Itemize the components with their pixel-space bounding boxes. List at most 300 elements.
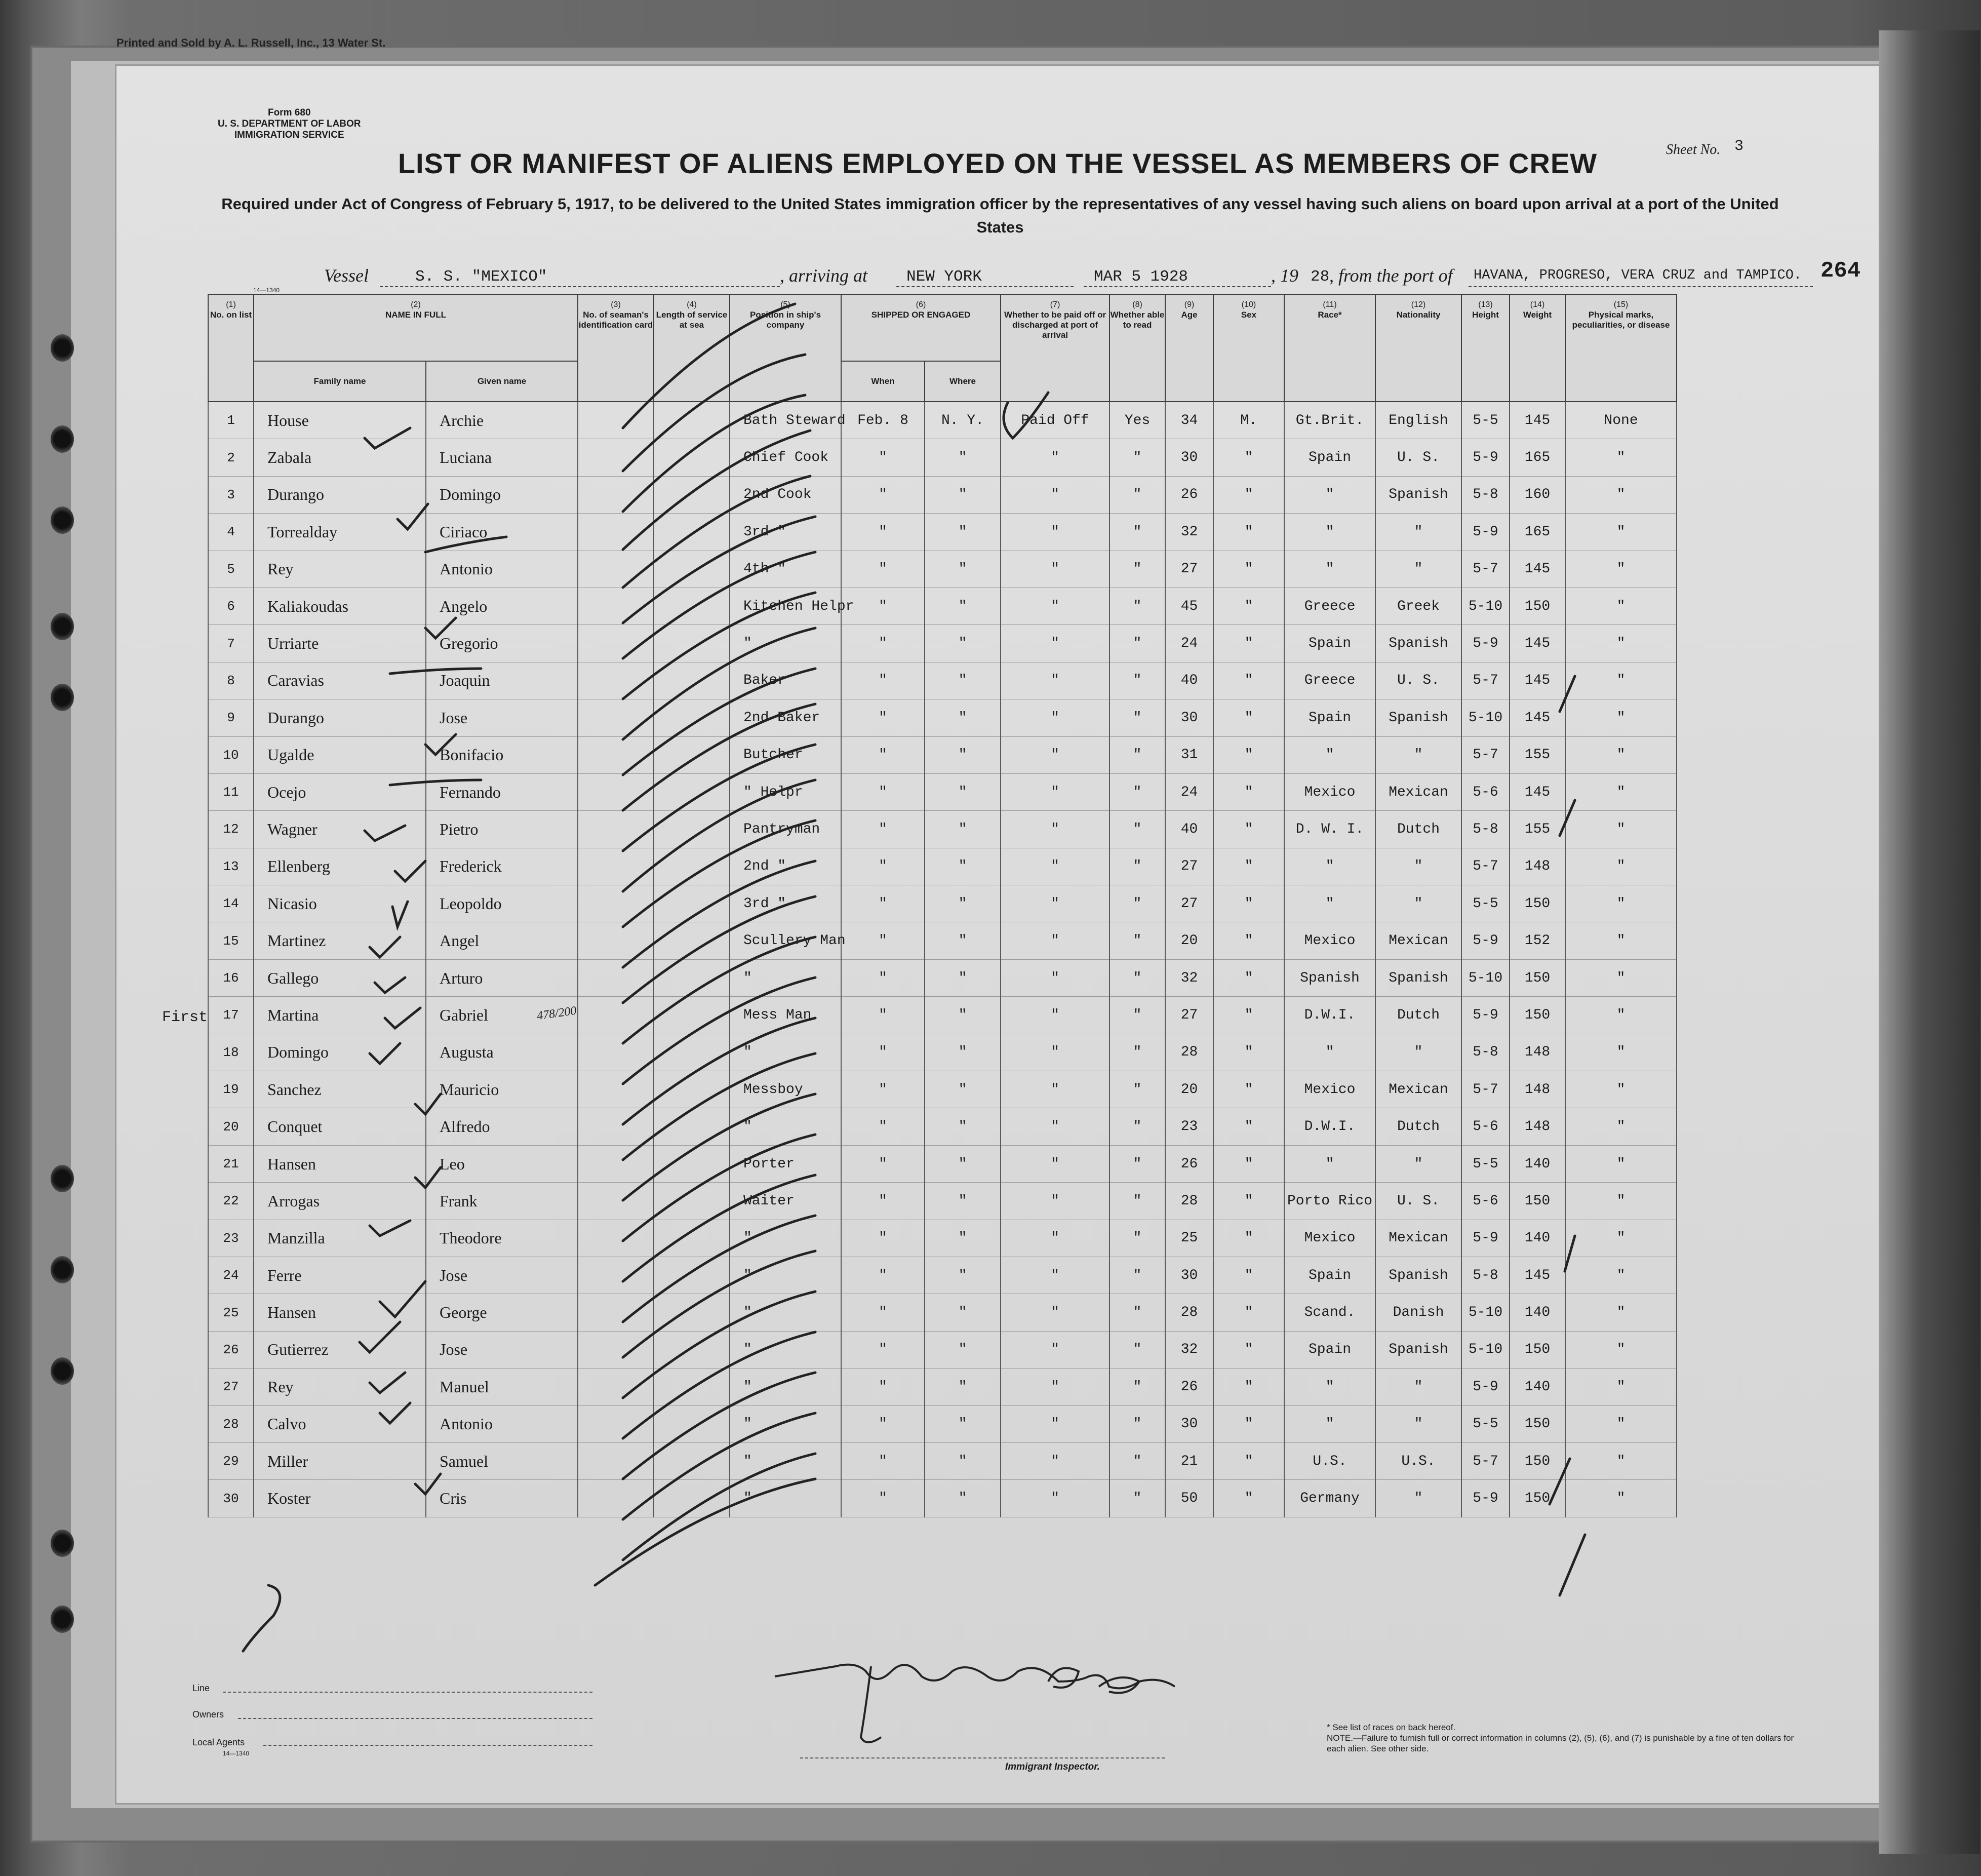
table-row — [208, 997, 1677, 1034]
age-cell: 30 — [1165, 439, 1213, 476]
age-cell: 24 — [1165, 625, 1213, 662]
sex-cell: " — [1213, 997, 1284, 1034]
paid-off-cell: " — [1001, 811, 1110, 848]
row-number-cell: 21 — [208, 1145, 254, 1182]
age-cell: 26 — [1165, 1145, 1213, 1182]
sex-cell: " — [1213, 811, 1284, 848]
manifest-sheet — [116, 66, 1879, 1803]
shipped-when-cell: " — [841, 1108, 925, 1145]
height-cell: 5-5 — [1461, 885, 1510, 922]
paid-off-cell: " — [1001, 959, 1110, 996]
nationality-cell: Spanish — [1375, 1257, 1461, 1294]
race-cell: U.S. — [1284, 1442, 1375, 1479]
shipped-when-cell: " — [841, 1331, 925, 1368]
footer-owners-label: Owners — [192, 1709, 224, 1719]
weight-cell: 148 — [1510, 1108, 1565, 1145]
able-to-read-cell: " — [1110, 811, 1165, 848]
given-name-cell: Frederick — [426, 848, 578, 885]
family-name-cell: Kaliakoudas — [254, 588, 426, 624]
sex-cell: " — [1213, 736, 1284, 773]
id-card-cell — [578, 1071, 654, 1108]
weight-cell: 150 — [1510, 1183, 1565, 1220]
physical-marks-cell: " — [1565, 922, 1677, 959]
paid-off-cell: " — [1001, 439, 1110, 476]
sex-cell: M. — [1213, 402, 1284, 439]
shipped-where-cell: " — [925, 1034, 1001, 1071]
weight-cell: 155 — [1510, 811, 1565, 848]
binder-hole — [51, 613, 74, 640]
shipped-when-cell: " — [841, 997, 925, 1034]
given-name-cell: Joaquin — [426, 662, 578, 699]
physical-marks-cell: " — [1565, 773, 1677, 810]
row-number-cell: 4 — [208, 514, 254, 551]
age-cell: 20 — [1165, 922, 1213, 959]
able-to-read-cell: " — [1110, 1405, 1165, 1442]
binder-hole — [51, 1530, 74, 1557]
height-cell: 5-6 — [1461, 1183, 1510, 1220]
length-of-service-cell — [654, 997, 730, 1034]
shipped-where-cell: " — [925, 1442, 1001, 1479]
table-row — [208, 1405, 1677, 1442]
given-name-cell: Theodore — [426, 1220, 578, 1257]
given-name-cell: Cris — [426, 1480, 578, 1517]
physical-marks-cell: " — [1565, 1220, 1677, 1257]
row-number-cell: 15 — [208, 922, 254, 959]
sex-cell: " — [1213, 1034, 1284, 1071]
height-cell: 5-7 — [1461, 662, 1510, 699]
binder-hole — [51, 425, 74, 453]
nationality-cell: U. S. — [1375, 662, 1461, 699]
sex-cell: " — [1213, 514, 1284, 551]
table-row — [208, 1480, 1677, 1517]
given-name-cell: Jose — [426, 1257, 578, 1294]
paid-off-cell: " — [1001, 1220, 1110, 1257]
height-cell: 5-6 — [1461, 773, 1510, 810]
sex-cell: " — [1213, 1220, 1284, 1257]
shipped-where-cell: N. Y. — [925, 402, 1001, 439]
shipped-when-cell: " — [841, 625, 925, 662]
row-number-cell: 20 — [208, 1108, 254, 1145]
sheet-no-label: Sheet No. — [1666, 142, 1721, 158]
header-length-of-service: (4) Length of service at sea — [654, 294, 730, 402]
row-number-cell: 25 — [208, 1294, 254, 1331]
paid-off-cell: " — [1001, 551, 1110, 588]
footer-agents-rule — [263, 1745, 592, 1746]
weight-cell: 150 — [1510, 885, 1565, 922]
shipped-when-cell: " — [841, 551, 925, 588]
sex-cell: " — [1213, 1331, 1284, 1368]
sex-cell: " — [1213, 1145, 1284, 1182]
given-name-cell: Bonifacio — [426, 736, 578, 773]
length-of-service-cell — [654, 514, 730, 551]
table-row — [208, 1034, 1677, 1071]
physical-marks-cell: " — [1565, 885, 1677, 922]
shipped-where-cell: " — [925, 1108, 1001, 1145]
height-cell: 5-7 — [1461, 736, 1510, 773]
shipped-where-cell: " — [925, 1294, 1001, 1331]
service: IMMIGRATION SERVICE — [234, 130, 344, 140]
id-card-cell — [578, 997, 654, 1034]
shipped-where-cell: " — [925, 1331, 1001, 1368]
height-cell: 5-7 — [1461, 1071, 1510, 1108]
shipped-where-cell: " — [925, 1405, 1001, 1442]
weight-cell: 150 — [1510, 997, 1565, 1034]
position-cell: 4th " — [730, 551, 841, 588]
able-to-read-cell: " — [1110, 1442, 1165, 1479]
race-cell: D. W. I. — [1284, 811, 1375, 848]
nationality-cell: English — [1375, 402, 1461, 439]
row-number-cell: 24 — [208, 1257, 254, 1294]
race-cell: Spain — [1284, 699, 1375, 736]
table-row — [208, 885, 1677, 922]
date-underline — [1084, 286, 1271, 287]
year-prefix: , 19 — [1271, 265, 1298, 286]
physical-marks-cell: " — [1565, 588, 1677, 624]
right-edge-shadow — [1879, 30, 1980, 1854]
paid-off-cell: " — [1001, 662, 1110, 699]
header-shipped-or-engaged: (6) SHIPPED OR ENGAGED — [841, 294, 1001, 361]
from-port: HAVANA, PROGRESO, VERA CRUZ and TAMPICO. — [1474, 268, 1802, 283]
nationality-cell: Mexican — [1375, 773, 1461, 810]
weight-cell: 140 — [1510, 1369, 1565, 1405]
position-cell: Waiter — [730, 1183, 841, 1220]
position-cell: " — [730, 1405, 841, 1442]
table-row — [208, 959, 1677, 996]
family-name-cell: Gutierrez — [254, 1331, 426, 1368]
sex-cell: " — [1213, 1369, 1284, 1405]
physical-marks-cell: " — [1565, 1257, 1677, 1294]
able-to-read-cell: " — [1110, 1369, 1165, 1405]
sex-cell: " — [1213, 625, 1284, 662]
given-name-cell: Mauricio — [426, 1071, 578, 1108]
id-card-cell — [578, 1183, 654, 1220]
shipped-where-cell: " — [925, 997, 1001, 1034]
position-cell: Scullery Man — [730, 922, 841, 959]
race-cell: D.W.I. — [1284, 1108, 1375, 1145]
weight-cell: 165 — [1510, 439, 1565, 476]
id-card-cell — [578, 736, 654, 773]
physical-marks-cell: " — [1565, 848, 1677, 885]
able-to-read-cell: " — [1110, 662, 1165, 699]
age-cell: 40 — [1165, 662, 1213, 699]
family-name-cell: Rey — [254, 1369, 426, 1405]
table-row — [208, 811, 1677, 848]
able-to-read-cell: " — [1110, 439, 1165, 476]
age-cell: 27 — [1165, 551, 1213, 588]
nationality-cell: Spanish — [1375, 625, 1461, 662]
row-number-cell: 28 — [208, 1405, 254, 1442]
row-number-cell: 12 — [208, 811, 254, 848]
id-card-cell — [578, 551, 654, 588]
shipped-when-cell: " — [841, 662, 925, 699]
sex-cell: " — [1213, 1071, 1284, 1108]
row-number-cell: 29 — [208, 1442, 254, 1479]
id-card-cell — [578, 848, 654, 885]
paid-off-cell: " — [1001, 1071, 1110, 1108]
nationality-cell: " — [1375, 1369, 1461, 1405]
able-to-read-cell: " — [1110, 1257, 1165, 1294]
signature — [765, 1646, 1220, 1747]
nationality-cell: Greek — [1375, 588, 1461, 624]
height-cell: 5-9 — [1461, 625, 1510, 662]
family-name-cell: Ellenberg — [254, 848, 426, 885]
able-to-read-cell: " — [1110, 1480, 1165, 1517]
given-name-cell: Arturo — [426, 959, 578, 996]
position-cell: Butcher — [730, 736, 841, 773]
given-name-cell: George — [426, 1294, 578, 1331]
sex-cell: " — [1213, 662, 1284, 699]
table-row — [208, 439, 1677, 476]
row-number-cell: 11 — [208, 773, 254, 810]
header-race: (11) Race* — [1284, 294, 1375, 402]
paid-off-cell: " — [1001, 1442, 1110, 1479]
shipped-when-cell: " — [841, 811, 925, 848]
id-card-cell — [578, 1442, 654, 1479]
family-name-cell: Hansen — [254, 1294, 426, 1331]
weight-cell: 160 — [1510, 476, 1565, 513]
weight-cell: 150 — [1510, 588, 1565, 624]
shipped-when-cell: " — [841, 1480, 925, 1517]
nationality-cell: U. S. — [1375, 439, 1461, 476]
paid-off-cell: " — [1001, 1257, 1110, 1294]
id-card-cell — [578, 1034, 654, 1071]
family-name-cell: Miller — [254, 1442, 426, 1479]
length-of-service-cell — [654, 1331, 730, 1368]
shipped-where-cell: " — [925, 588, 1001, 624]
position-cell: " — [730, 1108, 841, 1145]
binder-hole — [51, 334, 74, 362]
age-cell: 28 — [1165, 1294, 1213, 1331]
position-cell: " — [730, 1220, 841, 1257]
height-cell: 5-7 — [1461, 848, 1510, 885]
nationality-cell: " — [1375, 885, 1461, 922]
sex-cell: " — [1213, 1442, 1284, 1479]
row-number-cell: 2 — [208, 439, 254, 476]
physical-marks-cell: " — [1565, 551, 1677, 588]
header-no-on-list: (1) No. on list — [208, 294, 254, 402]
id-card-cell — [578, 922, 654, 959]
sex-cell: " — [1213, 1480, 1284, 1517]
height-cell: 5-9 — [1461, 1480, 1510, 1517]
weight-cell: 145 — [1510, 402, 1565, 439]
race-cell: " — [1284, 1369, 1375, 1405]
position-cell: " — [730, 1480, 841, 1517]
shipped-when-cell: " — [841, 1145, 925, 1182]
shipped-when-cell: " — [841, 1442, 925, 1479]
form-id — [218, 107, 361, 141]
crew-manifest-table — [208, 294, 1677, 1517]
race-cell: " — [1284, 736, 1375, 773]
physical-marks-cell: " — [1565, 1405, 1677, 1442]
given-name-cell: Alfredo — [426, 1108, 578, 1145]
position-cell: " — [730, 1034, 841, 1071]
shipped-where-cell: " — [925, 662, 1001, 699]
age-cell: 28 — [1165, 1034, 1213, 1071]
given-name-cell: Pietro — [426, 811, 578, 848]
race-cell: Scand. — [1284, 1294, 1375, 1331]
paid-off-cell: " — [1001, 1480, 1110, 1517]
family-name-cell: Urriarte — [254, 625, 426, 662]
race-cell: Spanish — [1284, 959, 1375, 996]
nationality-cell: U.S. — [1375, 1442, 1461, 1479]
shipped-when-cell: " — [841, 1220, 925, 1257]
sheet-no-value: 3 — [1734, 138, 1744, 155]
table-row — [208, 1442, 1677, 1479]
id-card-cell — [578, 662, 654, 699]
weight-cell: 145 — [1510, 1257, 1565, 1294]
height-cell: 5-9 — [1461, 1220, 1510, 1257]
age-cell: 30 — [1165, 1257, 1213, 1294]
given-name-cell: Gregorio — [426, 625, 578, 662]
position-cell: Porter — [730, 1145, 841, 1182]
id-card-cell — [578, 885, 654, 922]
able-to-read-cell: " — [1110, 588, 1165, 624]
height-cell: 5-8 — [1461, 811, 1510, 848]
id-card-cell — [578, 1145, 654, 1182]
length-of-service-cell — [654, 402, 730, 439]
weight-cell: 150 — [1510, 1442, 1565, 1479]
race-cell: Spain — [1284, 625, 1375, 662]
id-card-cell — [578, 1108, 654, 1145]
paid-off-cell: " — [1001, 1183, 1110, 1220]
given-name-cell: Leo — [426, 1145, 578, 1182]
height-cell: 5-10 — [1461, 1331, 1510, 1368]
height-cell: 5-7 — [1461, 1442, 1510, 1479]
table-row — [208, 736, 1677, 773]
able-to-read-cell: " — [1110, 1294, 1165, 1331]
able-to-read-cell: " — [1110, 885, 1165, 922]
age-cell: 26 — [1165, 1369, 1213, 1405]
race-cell: " — [1284, 885, 1375, 922]
height-cell: 5-7 — [1461, 551, 1510, 588]
physical-marks-cell: " — [1565, 1369, 1677, 1405]
length-of-service-cell — [654, 773, 730, 810]
department: U. S. DEPARTMENT OF LABOR — [218, 119, 361, 129]
nationality-cell: Dutch — [1375, 997, 1461, 1034]
shipped-when-cell: " — [841, 885, 925, 922]
nationality-cell: " — [1375, 736, 1461, 773]
paid-off-cell: " — [1001, 848, 1110, 885]
length-of-service-cell — [654, 1034, 730, 1071]
position-cell: 2nd " — [730, 848, 841, 885]
page-title: LIST OR MANIFEST OF ALIENS EMPLOYED ON THE VESSEL AS MEMBERS OF CREW — [398, 147, 1598, 179]
paid-off-cell: " — [1001, 773, 1110, 810]
row-number-cell: 8 — [208, 662, 254, 699]
height-cell: 5-10 — [1461, 959, 1510, 996]
length-of-service-cell — [654, 848, 730, 885]
shipped-where-cell: " — [925, 922, 1001, 959]
weight-cell: 165 — [1510, 514, 1565, 551]
length-of-service-cell — [654, 1145, 730, 1182]
paid-off-cell: " — [1001, 1108, 1110, 1145]
race-cell: Greece — [1284, 588, 1375, 624]
race-cell: Porto Rico — [1284, 1183, 1375, 1220]
sex-cell: " — [1213, 1294, 1284, 1331]
table-row — [208, 922, 1677, 959]
family-name-cell: Zabala — [254, 439, 426, 476]
given-name-cell: Frank — [426, 1183, 578, 1220]
family-name-cell: Hansen — [254, 1145, 426, 1182]
form-code: 14—1340 — [253, 287, 280, 294]
height-cell: 5-9 — [1461, 1369, 1510, 1405]
id-card-cell — [578, 439, 654, 476]
shipped-where-cell: " — [925, 1257, 1001, 1294]
vessel-line — [116, 261, 1879, 291]
physical-marks-cell: " — [1565, 514, 1677, 551]
weight-cell: 148 — [1510, 848, 1565, 885]
physical-marks-cell: None — [1565, 402, 1677, 439]
header-id-card: (3) No. of seaman's identification card — [578, 294, 654, 402]
physical-marks-cell: " — [1565, 476, 1677, 513]
nationality-cell: Spanish — [1375, 1331, 1461, 1368]
given-name-cell: Luciana — [426, 439, 578, 476]
header-paid-off: (7) Whether to be paid off or discharged at port of arrival — [1001, 294, 1110, 402]
tick-slash — [1560, 1535, 1585, 1595]
paid-off-cell: " — [1001, 1034, 1110, 1071]
shipped-when-cell: " — [841, 1257, 925, 1294]
able-to-read-cell: " — [1110, 476, 1165, 513]
table-row — [208, 1257, 1677, 1294]
table-row — [208, 588, 1677, 624]
paid-off-cell: " — [1001, 699, 1110, 736]
table-row — [208, 625, 1677, 662]
footer-agents-label: Local Agents — [192, 1737, 245, 1747]
given-name-cell: Archie — [426, 402, 578, 439]
vessel-label: Vessel — [324, 265, 369, 286]
header-able-to-read: (8) Whether able to read — [1110, 294, 1165, 402]
family-name-cell: Rey — [254, 551, 426, 588]
nationality-cell: Mexican — [1375, 922, 1461, 959]
sex-cell: " — [1213, 551, 1284, 588]
row-number-cell: 10 — [208, 736, 254, 773]
length-of-service-cell — [654, 476, 730, 513]
header-physical-marks: (15) Physical marks, peculiarities, or disease — [1565, 294, 1677, 402]
shipped-where-cell: " — [925, 625, 1001, 662]
physical-marks-cell: " — [1565, 1442, 1677, 1479]
shipped-when-cell: " — [841, 959, 925, 996]
family-name-cell: Sanchez — [254, 1071, 426, 1108]
given-name-cell: Augusta — [426, 1034, 578, 1071]
binder-hole — [51, 684, 74, 711]
length-of-service-cell — [654, 662, 730, 699]
id-card-cell — [578, 811, 654, 848]
height-cell: 5-5 — [1461, 1405, 1510, 1442]
shipped-where-cell: " — [925, 1071, 1001, 1108]
able-to-read-cell: " — [1110, 922, 1165, 959]
physical-marks-cell: " — [1565, 997, 1677, 1034]
race-cell: " — [1284, 848, 1375, 885]
age-cell: 27 — [1165, 997, 1213, 1034]
sex-cell: " — [1213, 922, 1284, 959]
weight-cell: 145 — [1510, 699, 1565, 736]
physical-marks-cell: " — [1565, 1183, 1677, 1220]
given-name-cell: Antonio — [426, 551, 578, 588]
height-cell: 5-8 — [1461, 476, 1510, 513]
nationality-cell: Dutch — [1375, 811, 1461, 848]
able-to-read-cell: " — [1110, 773, 1165, 810]
form-number: Form 680 — [268, 107, 311, 118]
from-underline — [1469, 286, 1813, 287]
race-cell: Spain — [1284, 439, 1375, 476]
row-number-cell: 9 — [208, 699, 254, 736]
paid-off-cell: " — [1001, 514, 1110, 551]
race-cell: " — [1284, 551, 1375, 588]
header-sex: (10) Sex — [1213, 294, 1284, 402]
position-cell: " — [730, 1331, 841, 1368]
sex-cell: " — [1213, 848, 1284, 885]
age-cell: 45 — [1165, 588, 1213, 624]
shipped-when-cell: " — [841, 439, 925, 476]
